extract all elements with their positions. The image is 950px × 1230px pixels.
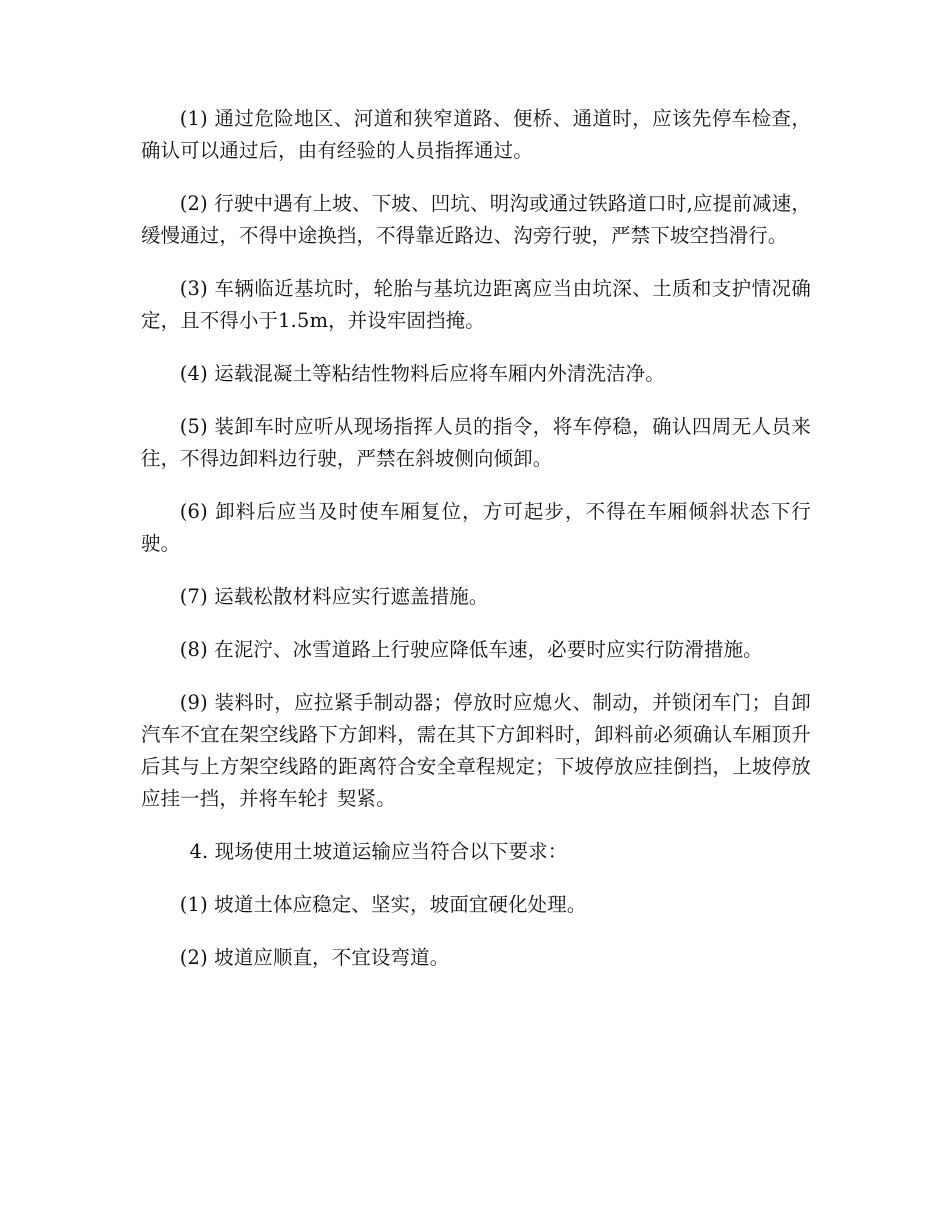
paragraph-10: (1) 坡道土体应稳定、坚实，坡面宜硬化处理。 <box>179 893 587 916</box>
paragraph-11: (2) 坡道应顺直，不宜设弯道。 <box>179 946 450 969</box>
paragraph-8: (8) 在泥泞、冰雪道路上行驶应降低车速，必要时应实行防滑措施。 <box>179 638 763 661</box>
document-body <box>141 103 811 995</box>
paragraph-4: (4) 运载混凝土等粘结性物料后应将车厢内外清洗洁净。 <box>179 362 665 385</box>
paragraph-6: (6) 卸料后应当及时使车厢复位，方可起步，不得在车厢倾斜状态下行驶。 <box>141 500 811 555</box>
paragraph-7: (7) 运载松散材料应实行遮盖措施。 <box>179 585 489 608</box>
paragraph-1: (1) 通过危险地区、河道和狭窄道路、便桥、通道时，应该先停车检查，确认可以通过后，由有经验的人员指挥通过。 <box>141 107 811 162</box>
paragraph-5: (5) 装卸车时应听从现场指挥人员的指令，将车停稳，确认四周无人员来往，不得边卸料边行驶，严禁在斜坡侧向倾卸。 <box>141 415 811 470</box>
paragraph-2: (2) 行驶中遇有上坡、下坡、凹坑、明沟或通过铁路道口时,应提前减速，缓慢通过，不得中途换挡，不得靠近路边、沟旁行驶，严禁下坡空挡滑行。 <box>141 192 811 247</box>
section-heading-4: 4. 现场使用土坡道运输应当符合以下要求： <box>189 840 568 863</box>
paragraph-9: (9) 装料时，应拉紧手制动器；停放时应熄火、制动，并锁闭车门；自卸汽车不宜在架空线路下方卸料，需在其下方卸料时，卸料前必须确认车厢顶升后其与上方架空线路的距离符合安全章程规定；下坡停放应挂倒挡，上坡停放应挂一挡，并将车轮扌契紧。 <box>141 691 811 810</box>
paragraph-3: (3) 车辆临近基坑时，轮胎与基坑边距离应当由坑深、土质和支护情况确定，且不得小于1.5m，并设牢固挡掩。 <box>141 277 811 332</box>
